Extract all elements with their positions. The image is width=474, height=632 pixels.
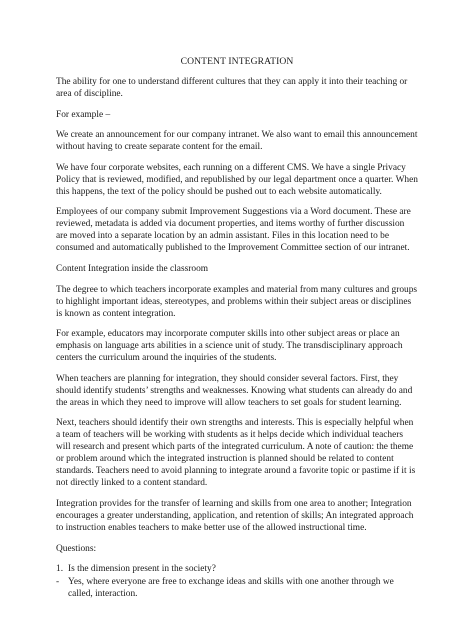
paragraph-planning-factors: When teachers are planning for integration, they should consider several factors. First, they should identify students’ strengths and weaknesses. Knowing what students can already do and the areas in which they need to improve will allow teachers to set goals for student learning. (56, 373, 413, 408)
paragraph-definition: The ability for one to understand different cultures that they can apply it into their teaching or area of discipline. (56, 77, 408, 99)
paragraph-improvement-suggestions: Employees of our company submit Improvement Suggestions via a Word document. These are reviewed, metadata is added via document properties, and items worthy of further discussion are moved into a separate location by an admin assistant. Files in this location need to be consumed and automatically published to the Improvement Committee section of our intranet. (56, 207, 411, 254)
list-marker: 1. (56, 564, 64, 575)
paragraph-announcement: We create an announcement for our company intranet. We also want to email this announcement without having to create separate content for the email. (56, 130, 418, 153)
list-marker: - (56, 577, 60, 588)
answer-text: Yes, where everyone are free to exchange ideas and skills with one another through we called, interaction. (68, 577, 394, 600)
paragraph-teacher-strengths: Next, teachers should identify their own strengths and interests. This is especially helpful when a team of teachers will be working with students as it helps decide which individual teachers will research and present which parts of the integrated curriculum. A note of caution: the theme or problem around which the integrated instruction is planned should be related to content standards. Teachers need to avoid planning to integrate around a favorite topic or pastime if it is not directly linked to a content standard. (56, 418, 416, 489)
paragraph-privacy-policy: We have four corporate websites, each running on a different CMS. We have a single Privacy Policy that is reviewed, modified, and republished by our legal department once a quarter. When this happens, the text of the policy should be pushed out to each website automatically. (56, 162, 418, 197)
document-title: CONTENT INTEGRATION (180, 56, 294, 67)
paragraph-integration-benefits: Integration provides for the transfer of learning and skills from one area to another; Integration encourages a greater understanding, application, and retention of skills; An integrated approach to instruction enables teachers to make better use of the allowed instructional time. (56, 498, 414, 533)
paragraph-classroom-heading: Content Integration inside the classroom (56, 263, 209, 274)
questions-list (56, 563, 418, 600)
question-item (56, 563, 418, 575)
question-text: Is the dimension present in the society? (68, 564, 216, 575)
paragraph-example-heading: For example – (56, 109, 111, 120)
answer-item (56, 576, 418, 600)
paragraph-educators-example: For example, educators may incorporate computer skills into other subject areas or place an emphasis on language arts abilities in a science unit of study. The transdisciplinary approach centers the curriculum around the inquiries of the students. (56, 329, 403, 364)
paragraph-questions-heading: Questions: (56, 543, 97, 554)
paragraph-degree: The degree to which teachers incorporate examples and material from many cultures and groups to highlight important ideas, stereotypes, and problems within their subject areas or disciplines is known as content integration. (56, 284, 418, 319)
